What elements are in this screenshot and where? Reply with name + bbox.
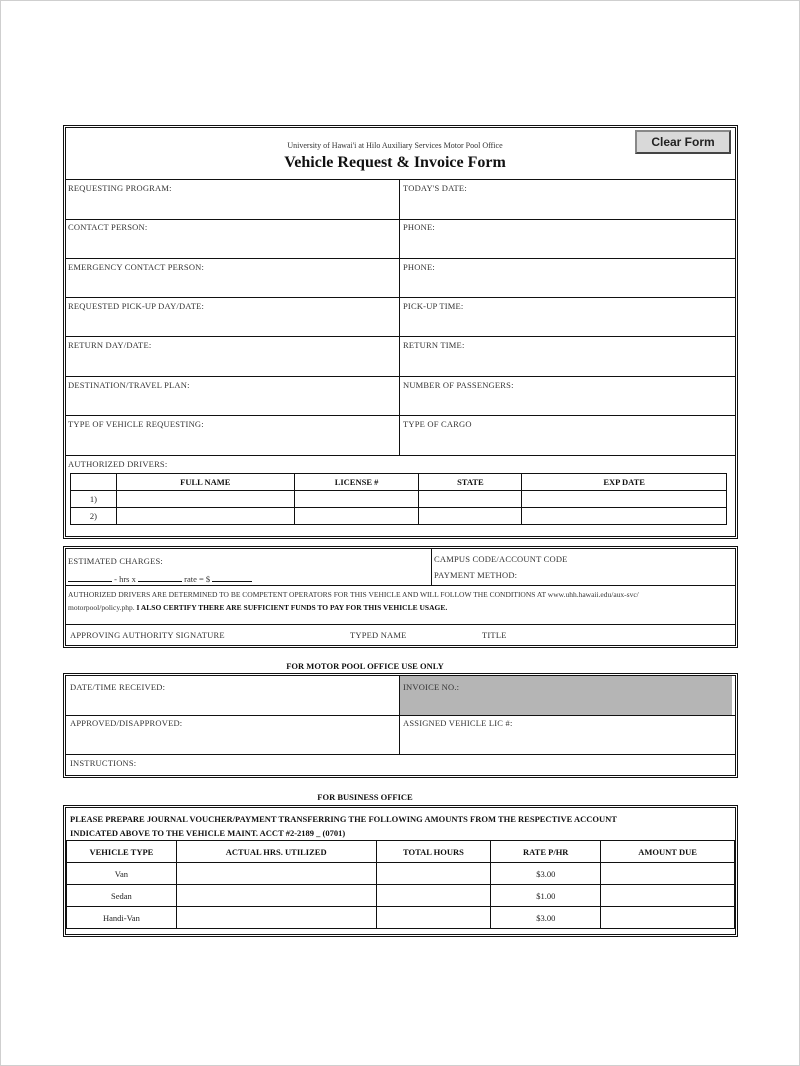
table-header-cell bbox=[71, 474, 117, 491]
rate-label: rate = $ bbox=[184, 574, 211, 584]
return-date-field[interactable]: RETURN DAY/DATE: bbox=[68, 340, 152, 350]
license-input[interactable] bbox=[294, 491, 419, 508]
certification-text bbox=[68, 588, 732, 614]
office-name: University of Hawai'i at Hilo Auxiliary Services Motor Pool Office bbox=[287, 141, 503, 150]
table-row bbox=[71, 491, 727, 508]
date-received-field[interactable]: DATE/TIME RECEIVED: bbox=[70, 682, 166, 692]
destination-field[interactable]: DESTINATION/TRAVEL PLAN: bbox=[68, 380, 190, 390]
emergency-contact-field[interactable]: EMERGENCY CONTACT PERSON: bbox=[68, 262, 205, 272]
license-input[interactable] bbox=[294, 508, 419, 525]
table-header-row bbox=[67, 841, 735, 863]
form-title: Vehicle Request & Invoice Form bbox=[284, 154, 506, 171]
table-header-cell: VEHICLE TYPE bbox=[67, 841, 177, 863]
notice-line: PLEASE PREPARE JOURNAL VOUCHER/PAYMENT TRANSFERRING THE FOLLOWING AMOUNTS FROM THE RESPECTIVE ACCOUNT bbox=[70, 814, 617, 824]
table-row bbox=[67, 885, 735, 907]
column-divider bbox=[399, 179, 400, 455]
state-input[interactable] bbox=[419, 491, 522, 508]
phone-field[interactable]: PHONE: bbox=[403, 222, 435, 232]
estimated-charges-label: ESTIMATED CHARGES: bbox=[68, 556, 163, 566]
assigned-vehicle-field[interactable]: ASSIGNED VEHICLE LIC #: bbox=[403, 718, 513, 728]
emergency-phone-field[interactable]: PHONE: bbox=[403, 262, 435, 272]
driver-name-input[interactable] bbox=[116, 491, 294, 508]
authorized-drivers-label: AUTHORIZED DRIVERS: bbox=[68, 459, 168, 469]
requesting-program-field[interactable]: REQUESTING PROGRAM: bbox=[68, 183, 172, 193]
row-number: 1) bbox=[71, 491, 117, 508]
amount-due-input[interactable] bbox=[601, 863, 735, 885]
exp-date-input[interactable] bbox=[522, 491, 727, 508]
row-number: 2) bbox=[71, 508, 117, 525]
row-divider bbox=[66, 624, 735, 625]
vehicle-type-field[interactable]: TYPE OF VEHICLE REQUESTING: bbox=[68, 419, 204, 429]
amount-due-input[interactable] bbox=[601, 907, 735, 929]
clear-form-button[interactable]: Clear Form bbox=[635, 130, 731, 154]
table-header-cell: AMOUNT DUE bbox=[601, 841, 735, 863]
table-header-cell: FULL NAME bbox=[116, 474, 294, 491]
table-header-cell: TOTAL HOURS bbox=[376, 841, 491, 863]
table-row bbox=[67, 907, 735, 929]
total-hours-input[interactable] bbox=[376, 907, 491, 929]
row-divider bbox=[66, 179, 735, 180]
motor-pool-heading: FOR MOTOR POOL OFFICE USE ONLY bbox=[286, 661, 444, 671]
row-divider bbox=[66, 219, 735, 220]
actual-hours-input[interactable] bbox=[176, 885, 376, 907]
row-divider bbox=[66, 258, 735, 259]
rate-cell: $3.00 bbox=[491, 907, 601, 929]
policy-link[interactable]: motorpool/policy.php. bbox=[68, 603, 135, 612]
typed-name-field[interactable]: TYPED NAME bbox=[350, 630, 407, 640]
table-header-cell: RATE P/HR bbox=[491, 841, 601, 863]
amount-due-input[interactable] bbox=[601, 885, 735, 907]
table-header-cell: STATE bbox=[419, 474, 522, 491]
invoice-number-field[interactable]: INVOICE NO.: bbox=[403, 682, 460, 692]
row-divider bbox=[66, 715, 735, 716]
total-hours-input[interactable] bbox=[376, 863, 491, 885]
actual-hours-input[interactable] bbox=[176, 907, 376, 929]
row-divider bbox=[66, 297, 735, 298]
cargo-type-field[interactable]: TYPE OF CARGO bbox=[403, 419, 472, 429]
instructions-field[interactable]: INSTRUCTIONS: bbox=[70, 758, 137, 768]
notice-line: INDICATED ABOVE TO THE VEHICLE MAINT. ACCT #2-2189 _ (0701) bbox=[70, 828, 346, 838]
total-hours-input[interactable] bbox=[376, 885, 491, 907]
business-table bbox=[66, 840, 735, 929]
amount-input[interactable] bbox=[212, 573, 252, 582]
column-divider bbox=[431, 549, 432, 585]
actual-hours-input[interactable] bbox=[176, 863, 376, 885]
table-row bbox=[71, 508, 727, 525]
approved-field[interactable]: APPROVED/DISAPPROVED: bbox=[70, 718, 183, 728]
business-notice bbox=[70, 812, 730, 840]
row-divider bbox=[66, 376, 735, 377]
table-row bbox=[67, 863, 735, 885]
contact-person-field[interactable]: CONTACT PERSON: bbox=[68, 222, 148, 232]
certification-line bbox=[68, 601, 732, 614]
pickup-time-field[interactable]: PICK-UP TIME: bbox=[403, 301, 464, 311]
row-divider bbox=[66, 455, 735, 456]
vehicle-type-cell: Handi-Van bbox=[67, 907, 177, 929]
hours-input[interactable] bbox=[68, 573, 112, 582]
hours-rate-line bbox=[68, 573, 252, 584]
return-time-field[interactable]: RETURN TIME: bbox=[403, 340, 465, 350]
row-divider bbox=[66, 585, 735, 586]
campus-code-field[interactable]: CAMPUS CODE/ACCOUNT CODE bbox=[434, 554, 568, 564]
row-divider bbox=[66, 336, 735, 337]
drivers-table bbox=[70, 473, 727, 525]
title-field[interactable]: TITLE bbox=[482, 630, 507, 640]
certification-line: AUTHORIZED DRIVERS ARE DETERMINED TO BE COMPETENT OPERATORS FOR THIS VEHICLE AND WILL FOLLOW THE CONDITIONS AT www.uhh.hawaii.edu/aux-svc/ bbox=[68, 590, 639, 599]
table-header-cell: ACTUAL HRS. UTILIZED bbox=[176, 841, 376, 863]
column-divider bbox=[399, 676, 400, 754]
todays-date-field[interactable]: TODAY'S DATE: bbox=[403, 183, 467, 193]
table-header-cell: LICENSE # bbox=[294, 474, 419, 491]
business-office-heading: FOR BUSINESS OFFICE bbox=[317, 792, 413, 802]
row-divider bbox=[66, 415, 735, 416]
driver-name-input[interactable] bbox=[116, 508, 294, 525]
vehicle-type-cell: Van bbox=[67, 863, 177, 885]
table-header-row bbox=[71, 474, 727, 491]
row-divider bbox=[66, 754, 735, 755]
approving-signature-field[interactable]: APPROVING AUTHORITY SIGNATURE bbox=[70, 630, 225, 640]
passengers-field[interactable]: NUMBER OF PASSENGERS: bbox=[403, 380, 514, 390]
table-header-cell: EXP DATE bbox=[522, 474, 727, 491]
vehicle-type-cell: Sedan bbox=[67, 885, 177, 907]
rate-cell: $1.00 bbox=[491, 885, 601, 907]
hrs-label: - hrs x bbox=[114, 574, 136, 584]
rate-cell: $3.00 bbox=[491, 863, 601, 885]
state-input[interactable] bbox=[419, 508, 522, 525]
payment-method-field[interactable]: PAYMENT METHOD: bbox=[434, 570, 518, 580]
funds-statement: I ALSO CERTIFY THERE ARE SUFFICIENT FUNDS TO PAY FOR THIS VEHICLE USAGE. bbox=[136, 603, 448, 612]
rate-hours-input[interactable] bbox=[138, 573, 182, 582]
pickup-date-field[interactable]: REQUESTED PICK-UP DAY/DATE: bbox=[68, 301, 205, 311]
exp-date-input[interactable] bbox=[522, 508, 727, 525]
